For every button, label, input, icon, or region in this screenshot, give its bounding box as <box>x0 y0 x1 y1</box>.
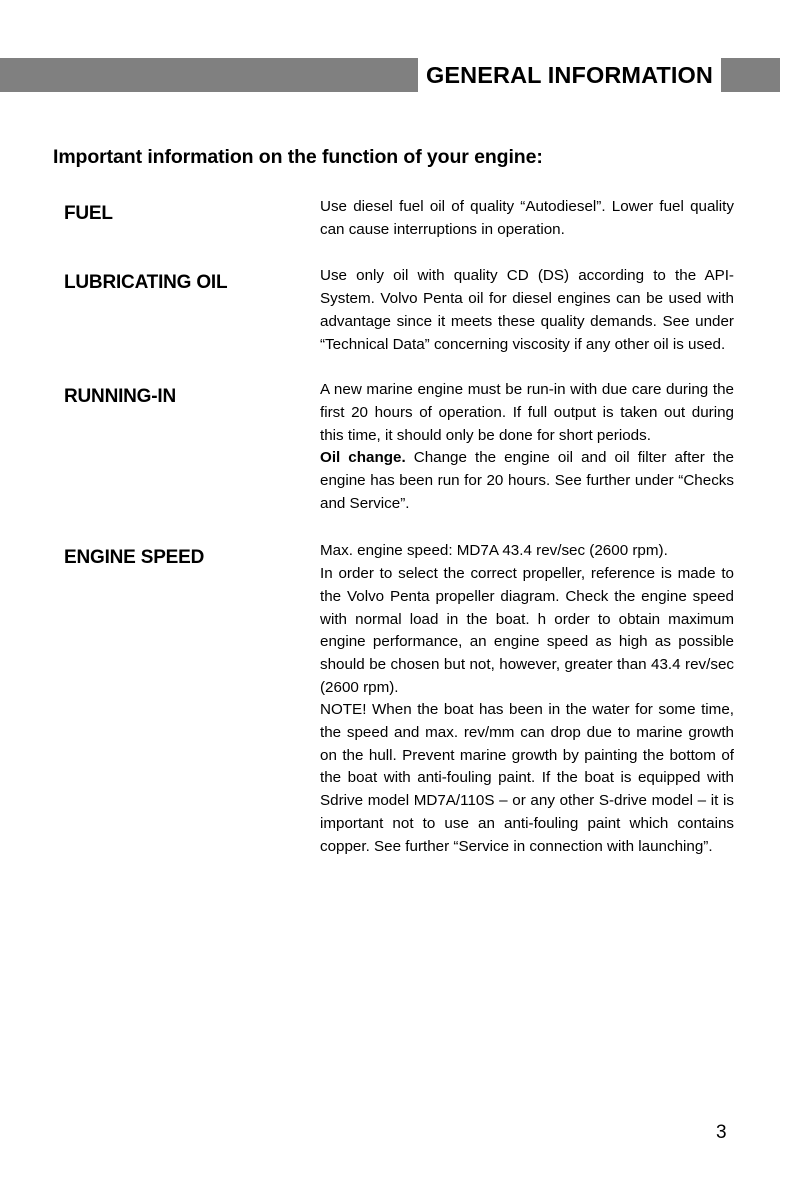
paragraph: Max. engine speed: MD7A 43.4 rev/sec (2600 rpm). <box>320 542 668 560</box>
section-body-engine-speed <box>320 540 734 858</box>
page-header-title: GENERAL INFORMATION <box>426 62 713 88</box>
paragraph: Use diesel fuel oil of quality “Autodiesel”. Lower fuel quality can cause interruptions in operation. <box>320 198 734 238</box>
section-label-lubricating-oil: LUBRICATING OIL <box>64 272 228 294</box>
paragraph-oil-change <box>320 447 734 515</box>
section-body-lubricating-oil <box>320 265 734 356</box>
header-bar-right <box>721 58 780 92</box>
page-header <box>0 58 805 92</box>
section-engine-speed <box>0 540 805 858</box>
paragraph: A new marine engine must be run-in with due care during the first 20 hours of operation. If full output is taken out during this time, it should only be done for short periods. <box>320 381 734 444</box>
section-label-fuel: FUEL <box>64 203 113 224</box>
paragraph: In order to select the correct propeller, reference is made to the Volvo Penta propeller diagram. Check the engine speed with normal load in the boat. h order to obtain maximum engine performance, an engine speed as high as possible should be chosen but not, however, greater than 43.4 rev/sec (2600 rpm). <box>320 565 734 696</box>
section-label-running-in: RUNNING-IN <box>64 386 176 408</box>
section-body-running-in <box>320 379 734 515</box>
sections-container <box>0 196 805 858</box>
page-number: 3 <box>716 1122 727 1143</box>
section-label-engine-speed: ENGINE SPEED <box>64 547 205 569</box>
section-running-in <box>0 379 805 515</box>
oil-change-lead: Oil change. <box>320 449 406 467</box>
header-bar-left <box>0 58 418 92</box>
paragraph: NOTE! When the boat has been in the water for some time, the speed and max. rev/mm can drop due to marine growth on the hull. Prevent marine growth by painting the bottom of the boat with anti-fouling paint. If the boat is equipped with Sdrive model MD7A/110S – or any other S-drive model – it is important not to use an anti-fouling paint which contains copper. See further “Service in connection with launching”. <box>320 701 734 855</box>
paragraph: Use only oil with quality CD (DS) according to the API-System. Volvo Penta oil for diesel engines can be used with advantage since it meets these quality demands. See under “Technical Data” concerning viscosity if any other oil is used. <box>320 267 734 353</box>
section-body-fuel <box>320 196 734 241</box>
intro-heading: Important information on the function of your engine: <box>53 146 543 168</box>
section-fuel <box>0 196 805 241</box>
section-lubricating-oil <box>0 265 805 356</box>
oil-change-rest: Change the engine oil and oil filter after the engine has been run for 20 hours. See further under “Checks and Service”. <box>320 449 734 512</box>
